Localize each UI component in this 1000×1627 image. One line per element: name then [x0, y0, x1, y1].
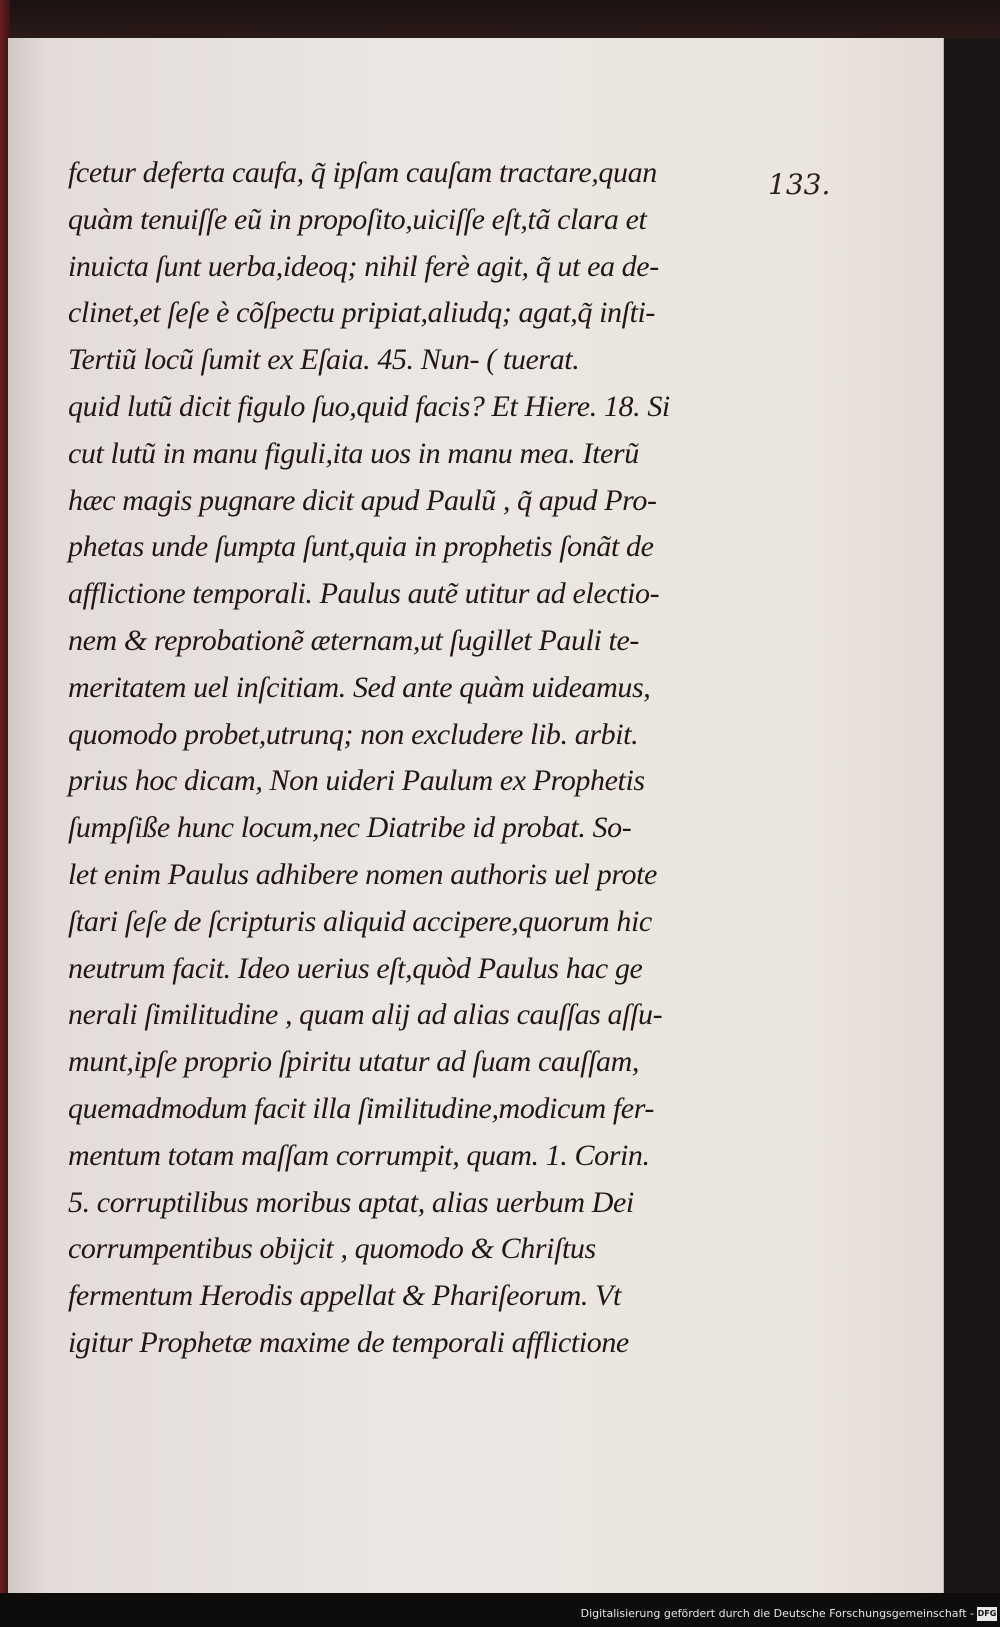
digitization-footer	[0, 1593, 1000, 1627]
text-line: quomodo probet,utrunq; non excludere lib. arbit.	[68, 717, 639, 751]
scan-top-edge	[0, 0, 1000, 38]
text-line: neutrum facit. Ideo uerius eſt,quòd Paulus hac ge	[68, 951, 643, 985]
text-line: fermentum Herodis appellat & Phariſeorum. Vt	[68, 1279, 621, 1313]
text-line: clinet,et ſeſe è cõſpectu pripiat,aliudq; agat,q̃ inſti-	[68, 296, 656, 330]
text-line: ſtari ſeſe de ſcripturis aliquid accipere,quorum hic	[68, 904, 652, 938]
page-text-block	[68, 150, 768, 1367]
text-line: igitur Prophetæ maxime de temporali afflictione	[68, 1325, 629, 1359]
text-line: mentum totam maſſam corrumpit, quam. 1. Corin.	[68, 1138, 650, 1172]
text-line: quemadmodum facit illa ſimilitudine,modicum fer-	[68, 1091, 654, 1125]
text-line: nem & reprobationẽ æternam,ut ſugillet Pauli te-	[68, 623, 640, 657]
funding-credit: Digitalisierung gefördert durch die Deutsche Forschungsgemeinschaft -	[580, 1607, 974, 1620]
text-line: Tertiũ locũ ſumit ex Eſaia. 45. Nun- ( tuerat.	[68, 343, 580, 377]
text-line: afflictione temporali. Paulus autẽ utitur ad electio-	[68, 577, 660, 611]
text-line: let enim Paulus adhibere nomen authoris uel prote	[68, 857, 657, 891]
book-page	[8, 38, 944, 1593]
text-line: corrumpentibus obijcit , quomodo & Chriſtus	[68, 1232, 596, 1266]
text-line: hæc magis pugnare dicit apud Paulũ , q̃ apud Pro-	[68, 483, 657, 517]
page-number: 133.	[768, 168, 831, 201]
dfg-logo: DFG	[977, 1607, 997, 1621]
text-line: prius hoc dicam, Non uideri Paulum ex Prophetis	[68, 764, 645, 798]
text-line: fcetur deferta caufa, q̃ ipſam cauſam tractare,quan	[68, 156, 657, 189]
text-line: nerali ſimilitudine , quam alij ad alias cauſſas aſſu-	[68, 998, 663, 1032]
text-line: quid lutũ dicit figulo ſuo,quid facis? Et Hiere. 18. Si	[68, 389, 670, 423]
text-line: munt,ipſe proprio ſpiritu utatur ad ſuam cauſſam,	[68, 1045, 639, 1079]
text-line: 5. corruptilibus moribus aptat, alias uerbum Dei	[68, 1185, 634, 1219]
text-line: inuicta ſunt uerba,ideoq; nihil ferè agit, q̃ ut ea de-	[68, 249, 659, 283]
text-line: quàm tenuiſſe eũ in propoſito,uiciſſe eſt,tã clara et	[68, 202, 647, 236]
text-line: ſumpſiße hunc locum,nec Diatribe id probat. So-	[68, 811, 632, 845]
text-line: meritatem uel inſcitiam. Sed ante quàm uideamus,	[68, 670, 651, 704]
text-line: cut lutũ in manu figuli,ita uos in manu mea. Iterũ	[68, 436, 639, 470]
text-line: phetas unde ſumpta ſunt,quia in prophetis ſonãt de	[68, 530, 654, 564]
